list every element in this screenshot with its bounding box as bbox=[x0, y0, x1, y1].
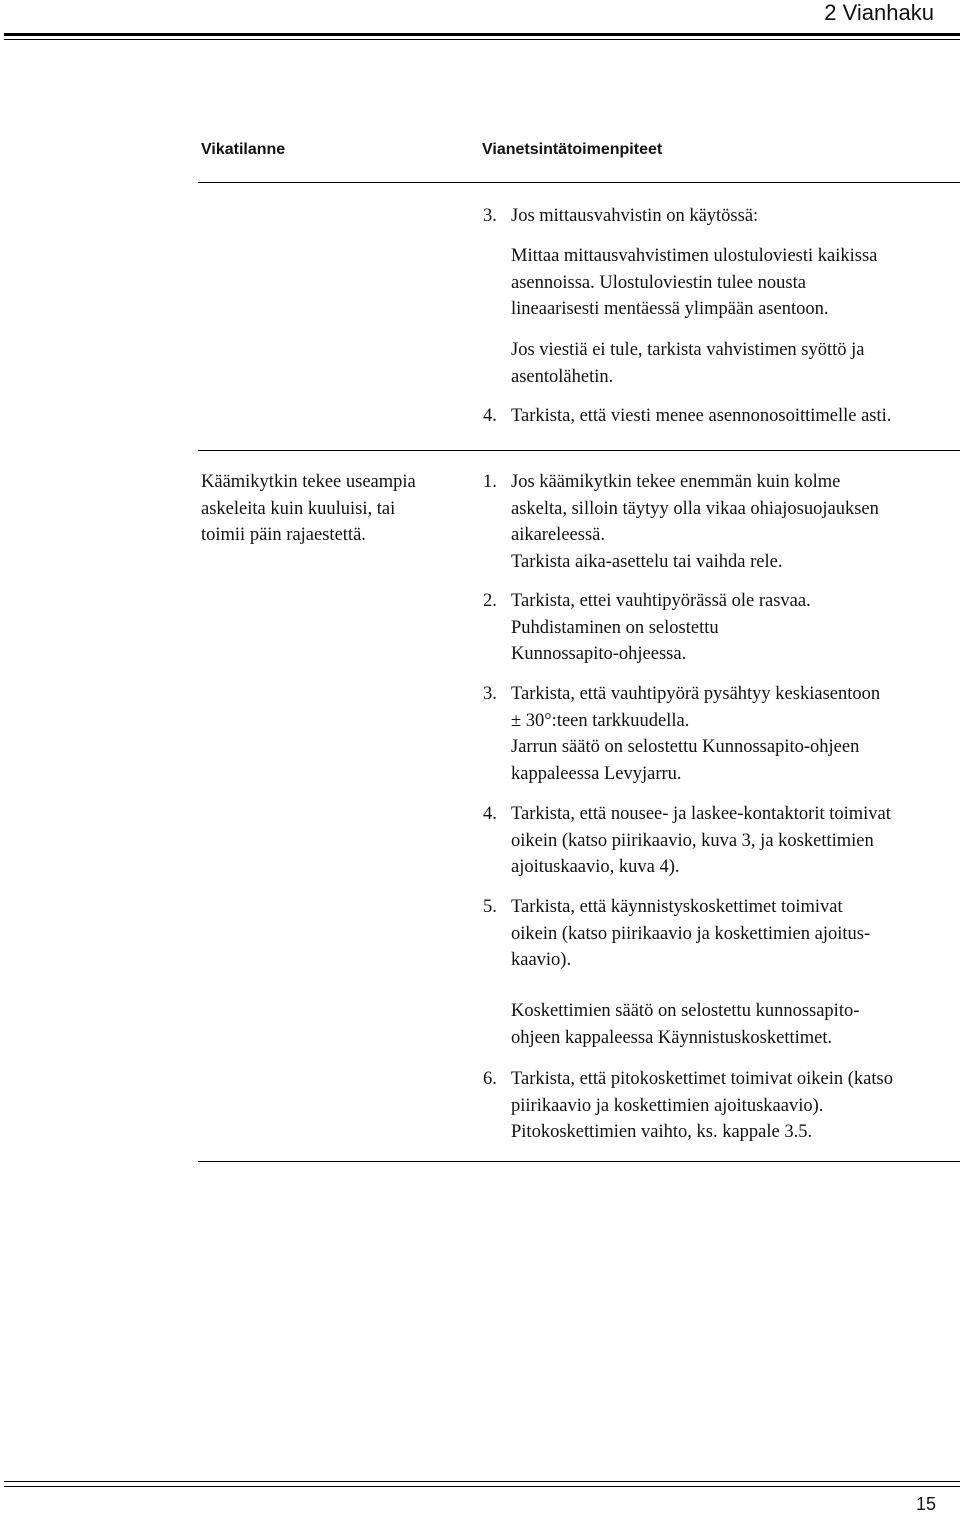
paragraph: Jos viestiä ei tule, tarkista vahvistimen syöttö ja asentolähetin. bbox=[511, 340, 865, 387]
list-item: 6. Tarkista, että pitokoskettimet toimivat oikein (katso piirikaavio ja koskettimien ajoituskaavio). Pitokoskettimien vaihto, ks. kappale 3.5. bbox=[483, 1069, 893, 1142]
note-paragraph: Koskettimien säätö on selostettu kunnossapito- ohjeen kappaleessa Käynnistuskoskettimet. bbox=[511, 1001, 860, 1048]
table-separator bbox=[198, 182, 960, 183]
header-rule-thin bbox=[4, 39, 960, 40]
footer-rule-thin bbox=[4, 1486, 960, 1487]
list-item: 3. Jos mittausvahvistin on käytössä: bbox=[483, 206, 759, 226]
column-heading-actions: Vianetsintätoimenpiteet bbox=[482, 141, 663, 158]
list-item: 4. Tarkista, että nousee- ja laskee-kontaktorit toimivat oikein (katso piirikaavio, kuva 3, ja koskettimien ajoituskaavio, kuva 4). bbox=[483, 804, 891, 877]
list-item: 4. Tarkista, että viesti menee asennonosoittimelle asti. bbox=[483, 406, 892, 426]
chapter-title: 2 Vianhaku bbox=[824, 0, 934, 25]
list-item: 3. Tarkista, että vauhtipyörä pysähtyy keskiasentoon ± 30°:teen tarkkuudella. Jarrun säätö on selostettu Kunnossapito-ohjeen kappaleessa Levyjarru. bbox=[483, 684, 881, 784]
table-separator bbox=[198, 450, 960, 451]
list-item: 5. Tarkista, että käynnistyskoskettimet toimivat oikein (katso piirikaavio ja koskettimien ajoitus- kaavio). bbox=[483, 897, 871, 970]
paragraph: Mittaa mittausvahvistimen ulostuloviesti kaikissa asennoissa. Ulostuloviestin tulee nousta lineaarisesti mentäessä ylimpään asentoon. bbox=[511, 246, 878, 319]
fault-description: Käämikytkin tekee useampia askeleita kuin kuuluisi, tai toimii päin rajaestettä. bbox=[201, 472, 416, 545]
table-separator bbox=[198, 1161, 960, 1162]
header-rule-thick bbox=[4, 33, 960, 36]
page-number: 15 bbox=[915, 1494, 936, 1514]
footer-rule-thick bbox=[4, 1481, 960, 1482]
list-item: 2. Tarkista, ettei vauhtipyörässä ole rasvaa. Puhdistaminen on selostettu Kunnossapito-ohjeessa. bbox=[483, 591, 811, 664]
list-item: 1. Jos käämikytkin tekee enemmän kuin kolme askelta, silloin täytyy olla vikaa ohiajosuojauksen aikareleessä. Tarkista aika-asettelu tai vaihda rele. bbox=[483, 472, 879, 572]
column-heading-fault: Vikatilanne bbox=[201, 141, 286, 158]
